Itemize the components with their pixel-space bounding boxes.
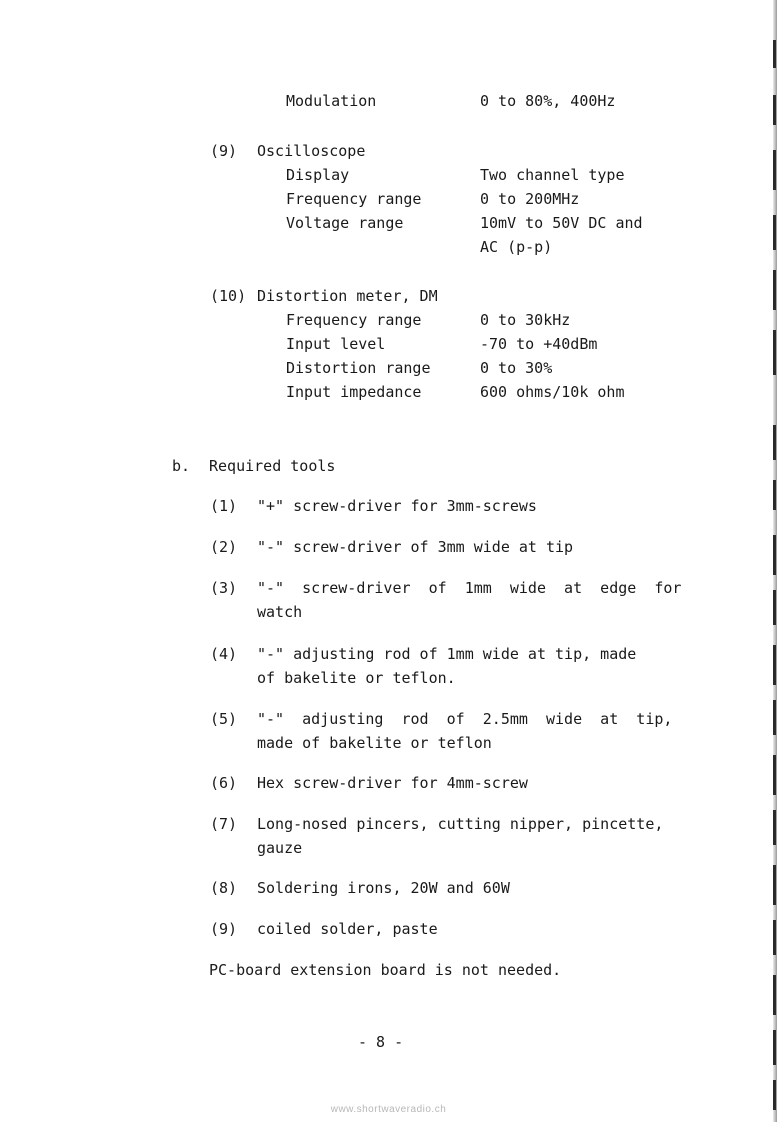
distortion-range-label: Distortion range [286,359,431,377]
binding-mark [773,590,776,625]
binding-mark [773,865,776,905]
tool-number: (7) [210,815,238,833]
tool-text-continued: made of bakelite or teflon [257,734,492,752]
binding-mark [773,95,776,125]
tool-text-continued: watch [257,603,303,621]
distortion-frequency-value: 0 to 30kHz [480,311,571,329]
oscilloscope-number: (9) [210,142,238,160]
binding-mark [773,330,776,375]
binding-mark [773,40,776,68]
binding-mark [773,150,776,190]
binding-mark [773,755,776,795]
oscilloscope-frequency-value: 0 to 200MHz [480,190,580,208]
tool-text: Long-nosed pincers, cutting nipper, pincette, [257,815,664,833]
tool-text-continued: of bakelite or teflon. [257,669,456,687]
distortion-input-value: -70 to +40dBm [480,335,598,353]
watermark: www.shortwaveradio.ch [330,1104,447,1115]
tool-text: Soldering irons, 20W and 60W [257,879,510,897]
tool-text: "-" adjusting rod of 1mm wide at tip, made [257,645,637,663]
binding-mark [773,215,776,250]
oscilloscope-voltage-value: 10mV to 50V DC and [480,214,643,232]
section-letter: b. [172,457,191,475]
tool-number: (2) [210,538,238,556]
binding-mark [773,270,776,310]
tool-text: "-" adjusting rod of 2.5mm wide at tip, [257,710,673,728]
distortion-range-value: 0 to 30% [480,359,553,377]
binding-mark [773,1080,776,1110]
distortion-title: Distortion meter, DM [257,287,438,305]
tool-text: Hex screw-driver for 4mm-screw [257,774,528,792]
oscilloscope-display-label: Display [286,166,350,184]
oscilloscope-display-value: Two channel type [480,166,625,184]
note-text: PC-board extension board is not needed. [209,961,562,979]
binding-mark [773,1030,776,1065]
oscilloscope-frequency-label: Frequency range [286,190,422,208]
binding-mark [773,810,776,845]
tool-text: "+" screw-driver for 3mm-screws [257,497,537,515]
binding-mark [773,700,776,735]
modulation-value: 0 to 80%, 400Hz [480,92,616,110]
tool-text: "-" screw-driver of 3mm wide at tip [257,538,574,556]
tool-number: (9) [210,920,238,938]
tool-number: (8) [210,879,238,897]
modulation-label: Modulation [286,92,377,110]
oscilloscope-title: Oscilloscope [257,142,366,160]
oscilloscope-voltage-label: Voltage range [286,214,404,232]
binding-mark [773,975,776,1015]
tool-text-continued: gauze [257,839,303,857]
tool-number: (1) [210,497,238,515]
tool-text: coiled solder, paste [257,920,438,938]
binding-mark [773,425,776,460]
distortion-impedance-value: 600 ohms/10k ohm [480,383,625,401]
distortion-frequency-label: Frequency range [286,311,422,329]
distortion-input-label: Input level [286,335,386,353]
binding-mark [773,480,776,510]
tool-number: (4) [210,645,238,663]
oscilloscope-voltage-value-continued: AC (p-p) [480,238,553,256]
binding-mark [773,920,776,955]
distortion-impedance-label: Input impedance [286,383,422,401]
tool-number: (6) [210,774,238,792]
page-number: - 8 - [358,1033,404,1051]
tool-number: (3) [210,579,238,597]
binding-mark [773,645,776,685]
section-title: Required tools [209,457,336,475]
tool-text: "-" screw-driver of 1mm wide at edge for [257,579,682,597]
distortion-number: (10) [210,287,247,305]
binding-mark [773,535,776,575]
tool-number: (5) [210,710,238,728]
